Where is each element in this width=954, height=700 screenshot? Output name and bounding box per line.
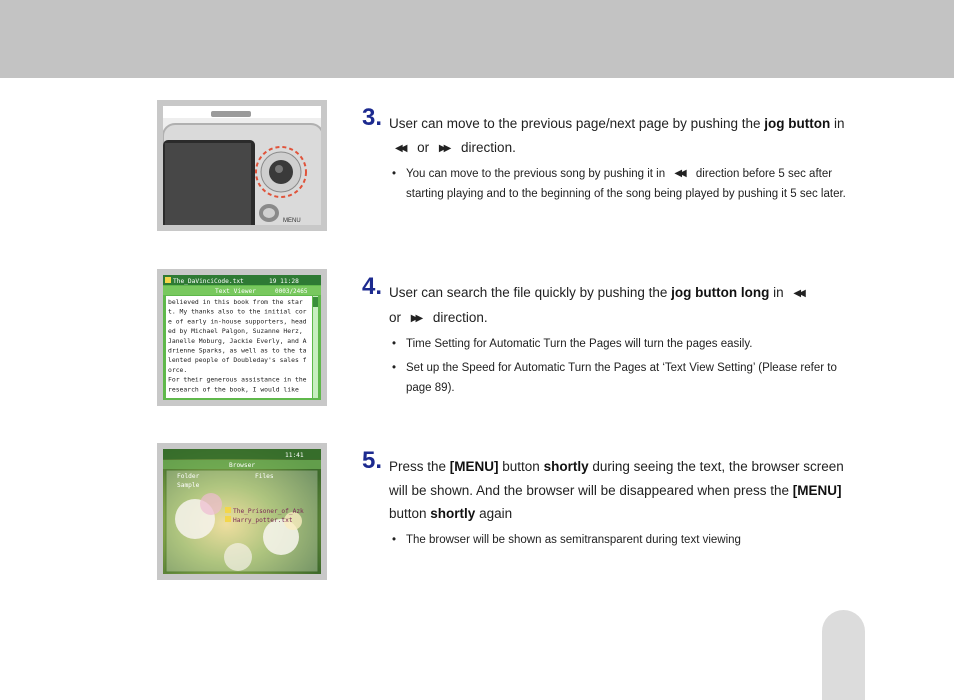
device-illustration	[163, 106, 321, 225]
viewer-text-line: research of the book, I would like	[168, 385, 299, 394]
viewer-title: Text Viewer	[215, 288, 256, 295]
browser-illustration	[163, 449, 321, 574]
viewer-page: 0003/2465	[275, 288, 308, 295]
step-5	[362, 447, 852, 554]
file-icon	[225, 516, 231, 522]
device-photo	[157, 100, 327, 231]
viewer-text-line: orce.	[168, 365, 188, 374]
text-viewer-illustration	[163, 275, 321, 400]
step-4	[362, 273, 852, 402]
browser-time: 11:41	[285, 452, 304, 459]
browser-folder-item[interactable]: Folder	[177, 473, 200, 480]
viewer-text-line: e of early in-house supporters, head	[168, 317, 307, 326]
text-viewer-screenshot	[157, 269, 327, 406]
menu-label: MENU	[283, 218, 301, 224]
rewind-icon: ◀◀	[674, 168, 684, 179]
step-number: 4.	[362, 273, 383, 300]
page-tab	[822, 610, 865, 700]
browser-folder-item[interactable]: Sample	[177, 482, 200, 489]
fast-forward-icon: ▶▶	[438, 142, 449, 154]
step-number: 5.	[362, 447, 383, 474]
browser-files-label: Files	[255, 473, 274, 480]
viewer-text-line: drienne Sparks, as well as to the ta	[168, 346, 307, 355]
viewer-text-lines	[168, 298, 307, 393]
step-number: 3.	[362, 104, 383, 131]
folder-icon	[165, 277, 171, 283]
step-5-text: 5. Press the [MENU] button shortly during seeing the text, the browser screen will be shown. And the browser will be disappeared when press the [MENU] button shortly again	[362, 447, 844, 521]
viewer-text-line: ed by Michael Palgon, Suzanne Herz,	[168, 327, 303, 336]
viewer-text-line: t. My thanks also to the initial cor	[168, 307, 307, 316]
note-item: • Time Setting for Automatic Turn the Pages will turn the pages easily.	[389, 334, 852, 354]
note-item: • You can move to the previous song by pushing it in ◀◀ direction before 5 sec after starting playing and to the beginning of the song being played by pushing it 5 sec later.	[389, 164, 852, 204]
header-band	[0, 0, 954, 78]
note-item: • The browser will be shown as semitransparent during text viewing	[389, 530, 852, 550]
browser-file-item[interactable]: Harry_potter.txt	[233, 517, 293, 524]
scrollbar-thumb[interactable]	[313, 297, 318, 307]
fast-forward-icon: ▶▶	[410, 312, 421, 324]
rewind-icon: ◀◀	[793, 288, 803, 299]
viewer-text-line: For their generous assistance in the	[168, 375, 307, 384]
browser-title: Browser	[229, 462, 256, 469]
step-3-notes	[389, 164, 852, 204]
step-4-text: 4. User can search the file quickly by pushing the jog button long in ◀◀ or ▶▶ direction.	[362, 281, 852, 330]
step-3-text: 3. User can move to the previous page/next page by pushing the jog button in ◀◀ or ▶▶ direction.	[362, 112, 852, 160]
note-item: • Set up the Speed for Automatic Turn the Pages at ‘Text View Setting’ (Please refer to page 89).	[389, 358, 852, 398]
step-5-notes	[389, 530, 852, 550]
viewer-text-line: Janelle Moburg, Jackie Everly, and A	[168, 336, 307, 345]
browser-screenshot	[157, 443, 327, 580]
viewer-time: 19 11:28	[269, 278, 299, 285]
viewer-text-line: lented people of Doubleday's sales f	[168, 356, 307, 365]
step-3	[362, 104, 852, 208]
rewind-icon: ◀◀	[395, 142, 405, 154]
viewer-text-line: believed in this book from the star	[168, 298, 303, 306]
viewer-filename: The_DaVinciCode.txt	[173, 278, 244, 285]
step-4-notes	[389, 334, 852, 398]
file-icon	[225, 507, 231, 513]
browser-file-item[interactable]: The_Prisoner_of_Azk	[233, 508, 304, 515]
